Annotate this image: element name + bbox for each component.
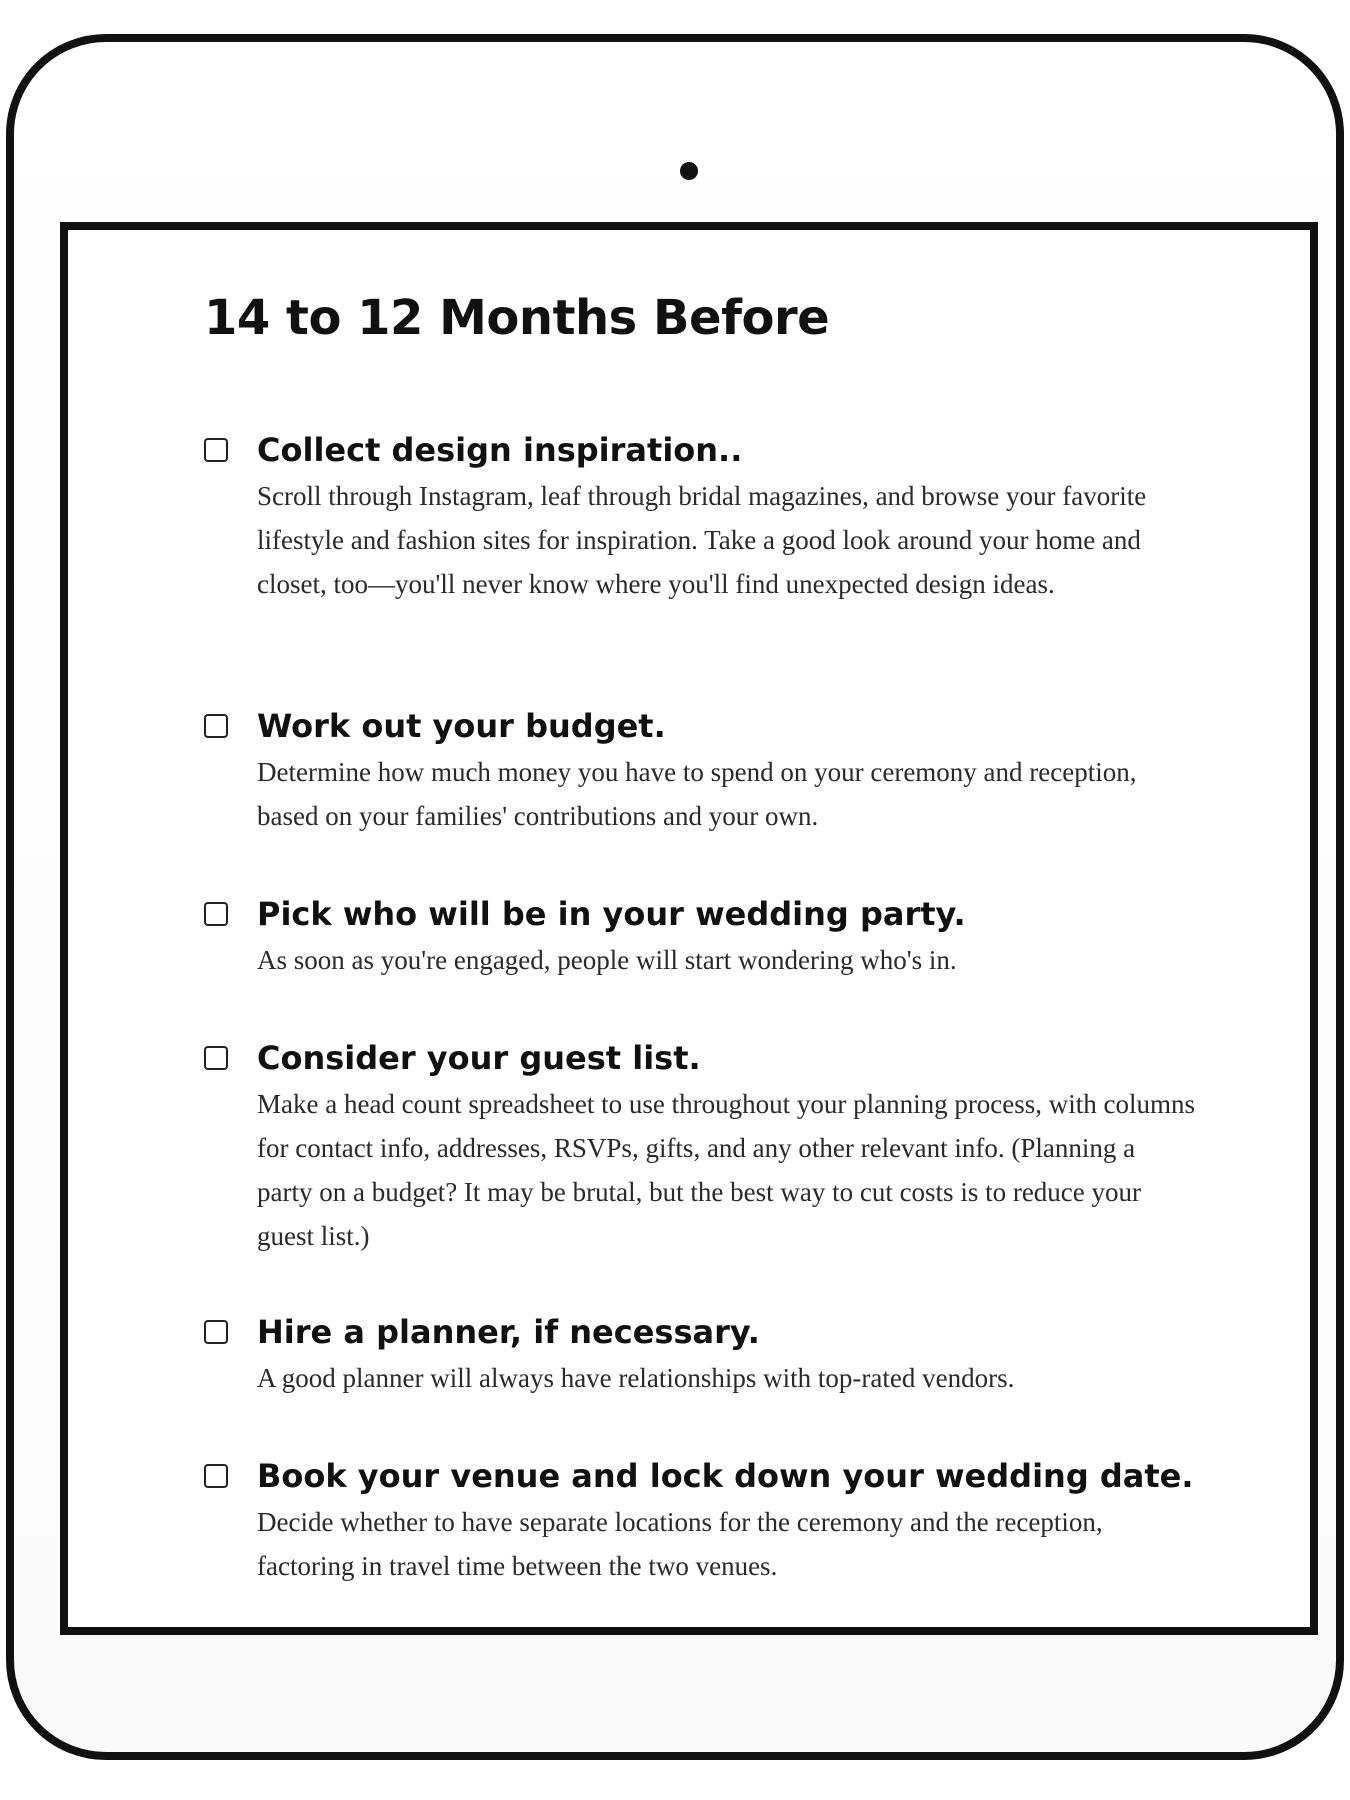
task-description: Make a head count spreadsheet to use throughout your planning process, with columns for contact info, addresses, RSVPs, gifts, and any other relevant info. (Planning a party on a budget? It may be brutal, but the best way to cut costs is to reduce your guest list.) [257, 1089, 1196, 1251]
task-title: Work out your budget. [257, 707, 666, 745]
page-title: 14 to 12 Months Before [204, 290, 830, 346]
task-checkbox[interactable] [204, 1320, 228, 1344]
task-checkbox[interactable] [204, 1464, 228, 1488]
task-checkbox[interactable] [204, 438, 228, 462]
task-description: Determine how much money you have to spend on your ceremony and reception, based on your families' contributions and your own. [257, 757, 1137, 831]
task-title: Pick who will be in your wedding party. [257, 895, 966, 933]
task-description: Scroll through Instagram, leaf through bridal magazines, and browse your favorite lifestyle and fashion sites for inspiration. Take a good look around your home and closet, too—you'll never know where you'll find unexpected design ideas. [257, 481, 1147, 599]
tablet-screen [60, 222, 1318, 1635]
tablet-frame [6, 34, 1344, 1760]
task-description: A good planner will always have relationships with top-rated vendors. [257, 1363, 1015, 1393]
task-title: Book your venue and lock down your wedding date. [257, 1457, 1194, 1495]
task-checkbox[interactable] [204, 902, 228, 926]
front-camera [680, 162, 698, 180]
task-description: Decide whether to have separate locations for the ceremony and the reception, factoring in travel time between the two venues. [257, 1507, 1103, 1581]
task-title: Hire a planner, if necessary. [257, 1313, 760, 1351]
task-checkbox[interactable] [204, 714, 228, 738]
task-title: Collect design inspiration.. [257, 431, 743, 469]
task-title: Consider your guest list. [257, 1039, 701, 1077]
task-checkbox[interactable] [204, 1046, 228, 1070]
task-description: As soon as you're engaged, people will start wondering who's in. [257, 945, 957, 975]
